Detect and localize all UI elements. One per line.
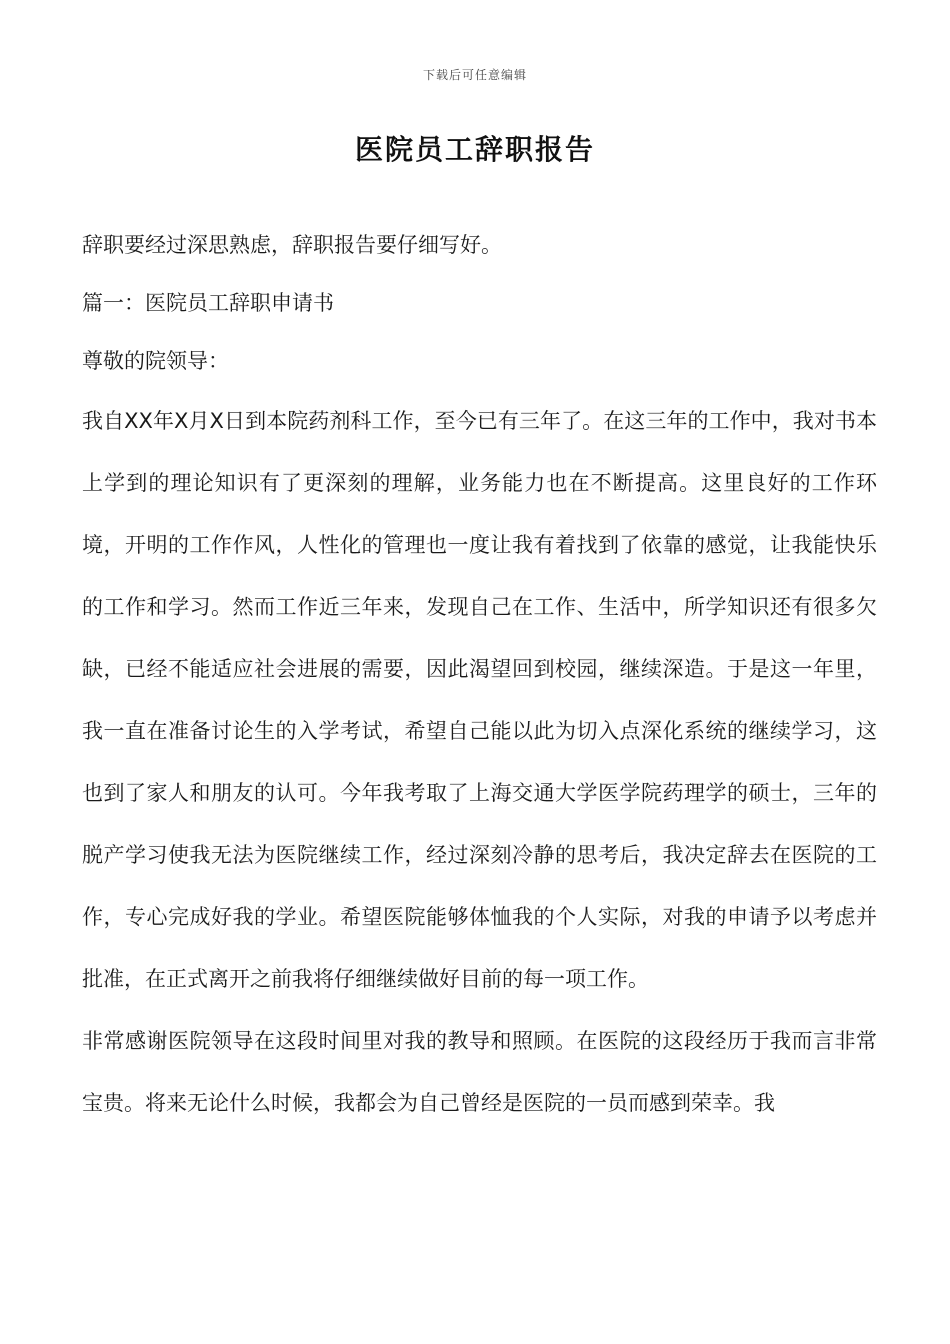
paragraph-main: 我自XX年X月X日到本院药剂科工作，至今已有三年了。在这三年的工作中，我对书本上学到的理论知识有了更深刻的理解，业务能力也在不断提高。这里良好的工作环境，开明的工作作风，人性化的管理也一度让我有着找到了依靠的感觉，让我能快乐的工作和学习。然而工作近三年来，发现自己在工作、生活中，所学知识还有很多欠缺，已经不能适应社会进展的需要，因此渴望回到校园，继续深造。于是这一年里，我一直在准备讨论生的入学考试，希望自己能以此为切入点深化系统的继续学习，这也到了家人和朋友的认可。今年我考取了上海交通大学医学院药理学的硕士，三年的脱产学习使我无法为医院继续工作，经过深刻冷静的思考后，我决定辞去在医院的工作，专心完成好我的学业。希望医院能够体恤我的个人实际，对我的申请予以考虑并批准，在正式离开之前我将仔细继续做好目前的每一项工作。 (82, 409, 877, 991)
paragraph-intro: 辞职要经过深思熟虑，辞职报告要仔细写好。 (82, 233, 502, 257)
paragraph-thanks: 非常感谢医院领导在这段时间里对我的教导和照顾。在医院的这段经历于我而言非常宝贵。将来无论什么时候，我都会为自己曾经是医院的一员而感到荣幸。我 (82, 1029, 877, 1115)
paragraph-section-heading: 篇一：医院员工辞职申请书 (82, 291, 334, 315)
document-body (82, 216, 877, 1134)
paragraph-salutation: 尊敬的院领导： (82, 349, 229, 373)
header-note: 下载后可任意编辑 (422, 68, 527, 82)
document-title: 医院员工辞职报告 (354, 133, 595, 166)
